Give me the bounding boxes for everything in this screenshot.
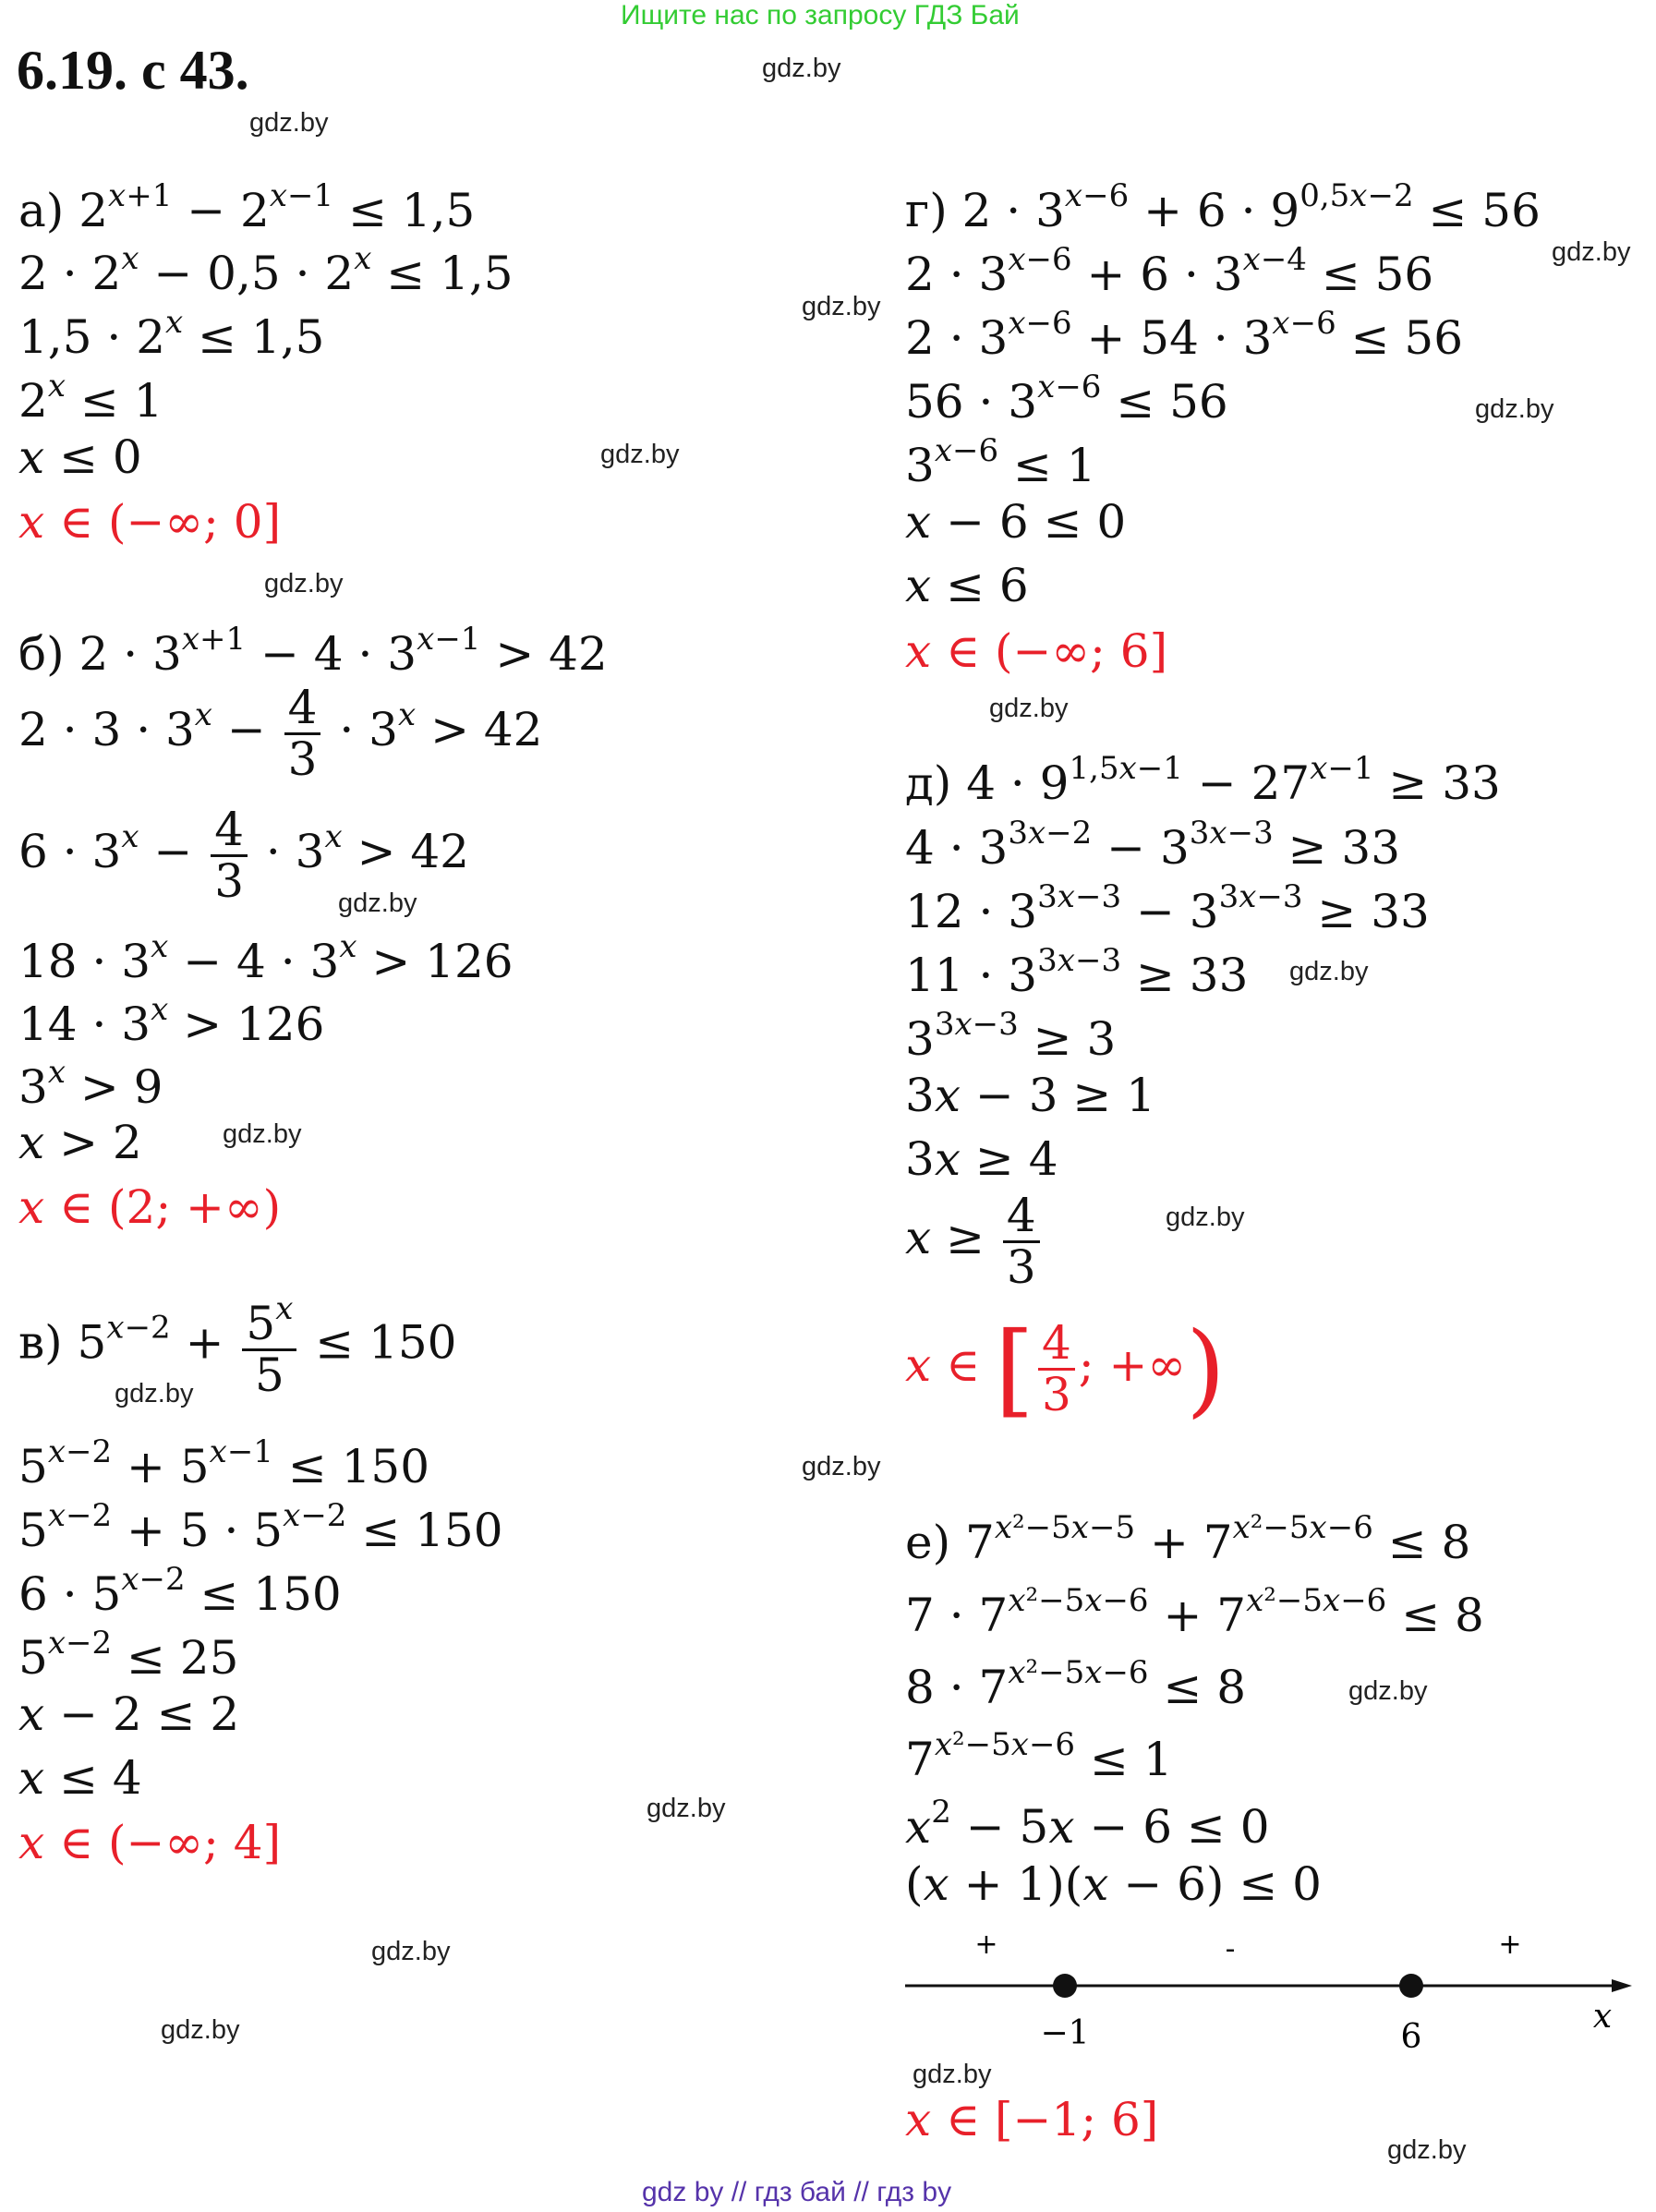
g-line-2: $2 \cdot 3^{x-6} + 6 \cdot 3^{x-4} \le 56$ xyxy=(905,241,1434,301)
watermark: gdz.by xyxy=(264,569,344,598)
watermark: gdz.by xyxy=(1166,1203,1245,1232)
b-answer: x ∈ (2; +∞) xyxy=(18,1180,282,1234)
point-label-minus-one: −1 xyxy=(1040,2014,1090,2052)
d-line-8: x ≥ $\frac{4}{3}$ xyxy=(905,1191,1044,1291)
watermark: gdz.by xyxy=(762,54,841,83)
watermark: gdz.by xyxy=(802,292,881,321)
e-line-4: $7^{x^2-5x-6} \le 1$ xyxy=(905,1726,1173,1786)
watermark: gdz.by xyxy=(1552,237,1631,267)
v-line-4: $6 \cdot 5^{x-2} \le 150$ xyxy=(18,1561,342,1621)
v-answer: x ∈ (−∞; 4] xyxy=(18,1816,282,1869)
sign-right: + xyxy=(1498,1928,1522,1961)
watermark: gdz.by xyxy=(223,1119,302,1149)
a-line-5: x ≤ 0 xyxy=(18,430,142,484)
g-line-6: x − 6 ≤ 0 xyxy=(905,495,1127,549)
g-line-4: $56 \cdot 3^{x-6} \le 56$ xyxy=(905,369,1228,429)
b-line-1: б) $2 \cdot 3^{x+1} - 4 \cdot 3^{x-1} > 42$ xyxy=(18,621,608,681)
d-line-4: $11 \cdot 3^{3x-3} \ge 33$ xyxy=(905,942,1249,1002)
watermark: gdz.by xyxy=(802,1452,881,1481)
g-line-3: $2 \cdot 3^{x-6} + 54 \cdot 3^{x-6} \le 56$ xyxy=(905,305,1464,365)
b-line-2: $2 \cdot 3 \cdot 3^x$ − $\frac{4}{3}$ · $3^x > 42$ xyxy=(18,681,543,786)
e-line-2: $7 \cdot 7^{x^2-5x-6} + 7^{x^2-5x-6} \le 8$ xyxy=(905,1582,1484,1642)
top-banner: Ищите нас по запросу ГДЗ Бай xyxy=(621,0,1020,30)
b-line-3: $6 \cdot 3^x$ − $\frac{4}{3}$ · $3^x > 42$ xyxy=(18,803,469,908)
watermark: gdz.by xyxy=(1289,957,1369,986)
a-line-4: $2^x \le 1$ xyxy=(18,368,163,428)
axis-label-x: x xyxy=(1592,1998,1613,2036)
watermark: gdz.by xyxy=(647,1794,726,1823)
v-line-6: x − 2 ≤ 2 xyxy=(18,1687,240,1741)
b-line-5: $14 \cdot 3^x > 126$ xyxy=(18,991,325,1051)
a-answer: x ∈ (−∞; 0] xyxy=(18,495,282,549)
g-line-7: x ≤ 6 xyxy=(905,559,1029,612)
v-line-7: x ≤ 4 xyxy=(18,1751,142,1805)
g-line-5: $3^{x-6} \le 1$ xyxy=(905,432,1096,492)
a-line-3: $1,5 \cdot 2^x \le 1,5$ xyxy=(18,304,325,364)
watermark: gdz.by xyxy=(913,2060,992,2089)
watermark: gdz.by xyxy=(161,2015,240,2045)
watermark: gdz.by xyxy=(115,1379,194,1408)
point-minus-one xyxy=(1053,1974,1077,1998)
d-answer: x ∈ [ $\frac{4}{3}$ ; +∞) xyxy=(905,1310,1226,1428)
d-line-2: $4 \cdot 3^{3x-2} - 3^{3x-3} \ge 33$ xyxy=(905,815,1401,875)
v-line-5: $5^{x-2} \le 25$ xyxy=(18,1625,239,1685)
b-line-4: $18 \cdot 3^x - 4 \cdot 3^x > 126$ xyxy=(18,928,514,988)
watermark: gdz.by xyxy=(1475,394,1554,424)
e-line-5: $x^2 - 5x - 6 \le 0$ xyxy=(905,1794,1270,1854)
footer-links: gdz by // гдз бай // гдз by xyxy=(642,2177,952,2207)
point-label-six: 6 xyxy=(1400,2018,1422,2056)
v-line-1: в) $5^{x-2}$ + $\frac{5^x}{5}$ ≤ 150 xyxy=(18,1290,457,1402)
sign-left: + xyxy=(974,1928,998,1961)
page-title: 6.19. с 43. xyxy=(17,40,249,101)
e-line-6: (x + 1)(x − 6) ≤ 0 xyxy=(905,1857,1322,1911)
a-line-1: а) $2^{x+1} - 2^{x-1} \le 1,5$ xyxy=(18,177,476,237)
g-line-1: г) $2 \cdot 3^{x-6} + 6 \cdot 9^{0,5x-2} \le 56$ xyxy=(905,177,1541,237)
g-answer: x ∈ (−∞; 6] xyxy=(905,624,1168,678)
watermark: gdz.by xyxy=(249,108,329,138)
d-line-6: 3x − 3 ≥ 1 xyxy=(905,1069,1156,1122)
watermark: gdz.by xyxy=(371,1937,451,1966)
d-line-1: д) $4 \cdot 9^{1,5x-1} - 27^{x-1} \ge 33$ xyxy=(905,750,1501,810)
watermark: gdz.by xyxy=(600,440,680,469)
number-line xyxy=(901,1926,1639,2073)
number-line-arrow xyxy=(1612,1979,1632,1992)
b-line-6: $3^x > 9$ xyxy=(18,1054,163,1114)
watermark: gdz.by xyxy=(1348,1676,1428,1706)
v-line-2: $5^{x-2} + 5^{x-1} \le 150$ xyxy=(18,1433,430,1493)
a-line-2: $2 \cdot 2^x - 0,5 \cdot 2^x \le 1,5$ xyxy=(18,240,514,300)
e-answer: x ∈ [−1; 6] xyxy=(905,2093,1159,2146)
point-six xyxy=(1399,1974,1423,1998)
v-line-3: $5^{x-2} + 5 \cdot 5^{x-2} \le 150$ xyxy=(18,1497,503,1557)
sign-middle: - xyxy=(1225,1933,1236,1965)
e-line-3: $8 \cdot 7^{x^2-5x-6} \le 8$ xyxy=(905,1654,1247,1714)
watermark: gdz.by xyxy=(989,694,1069,723)
watermark: gdz.by xyxy=(1387,2135,1467,2165)
b-line-7: x > 2 xyxy=(18,1116,142,1169)
e-line-1: е) $7^{x^2-5x-5} + 7^{x^2-5x-6} \le 8$ xyxy=(905,1509,1471,1569)
d-line-3: $12 \cdot 3^{3x-3} - 3^{3x-3} \ge 33$ xyxy=(905,878,1430,938)
watermark: gdz.by xyxy=(338,888,417,918)
d-line-7: 3x ≥ 4 xyxy=(905,1132,1058,1186)
d-line-5: $3^{3x-3} \ge 3$ xyxy=(905,1006,1117,1066)
